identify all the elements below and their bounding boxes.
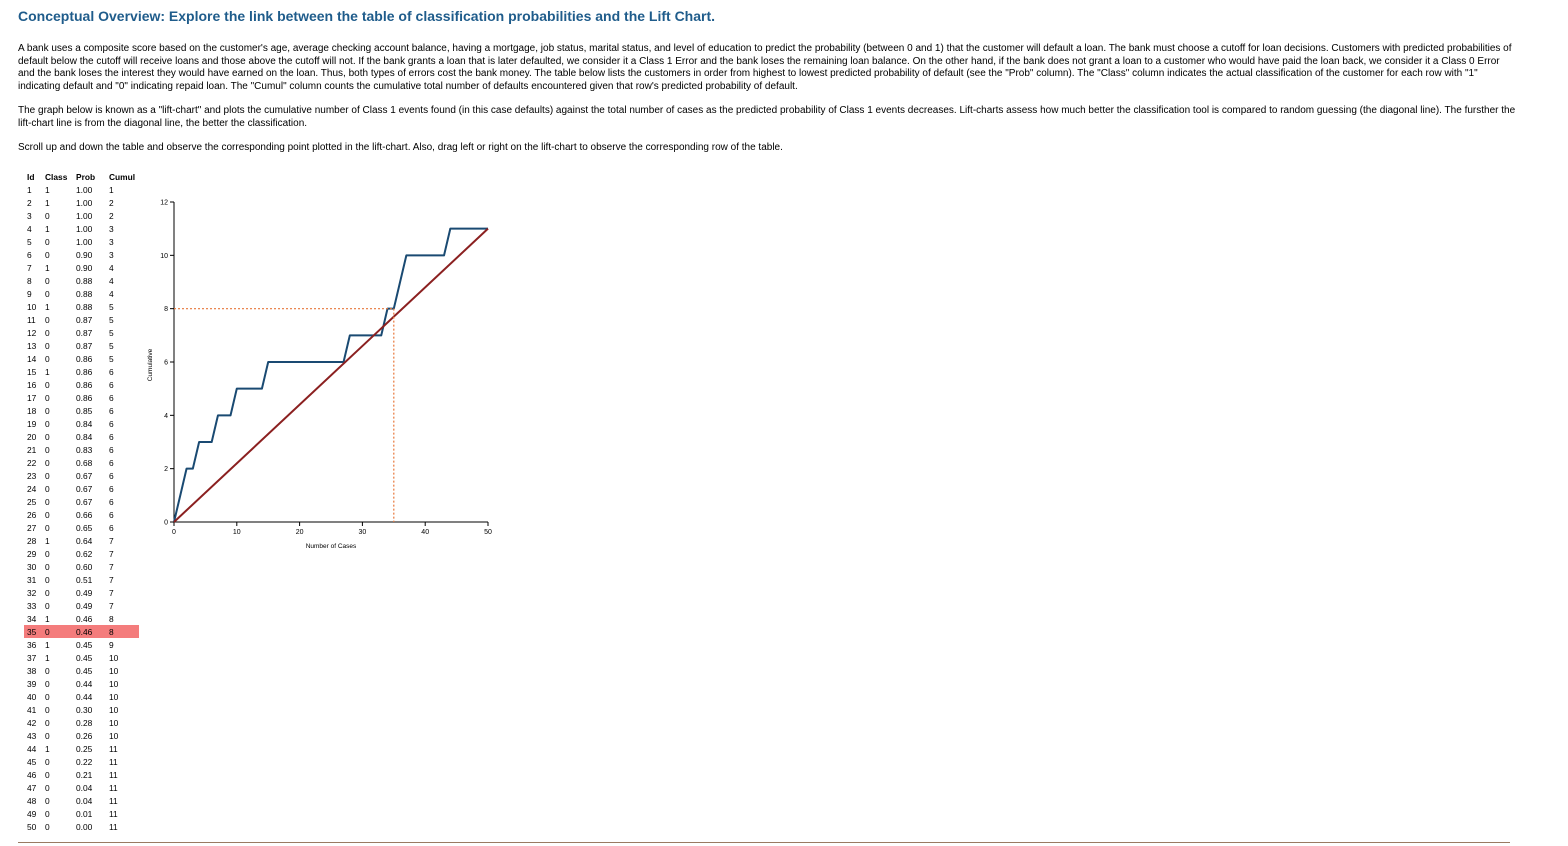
cell-prob: 0.44 [76, 678, 93, 689]
table-row[interactable] [24, 326, 139, 339]
y-tick-label: 12 [160, 199, 168, 207]
table-row[interactable] [24, 547, 139, 560]
cell-cumul: 8 [109, 613, 114, 624]
cell-class: 1 [45, 223, 50, 234]
cell-prob: 0.65 [76, 522, 93, 533]
cell-cumul: 6 [109, 405, 114, 416]
cell-class: 0 [45, 730, 50, 741]
cell-prob: 0.88 [76, 301, 93, 312]
cell-class: 0 [45, 769, 50, 780]
cell-id: 29 [27, 548, 37, 559]
cell-id: 17 [27, 392, 37, 403]
cell-id: 6 [27, 249, 32, 260]
cell-id: 18 [27, 405, 37, 416]
y-tick-label: 10 [160, 252, 168, 260]
table-row[interactable] [24, 651, 139, 664]
cell-cumul: 11 [109, 782, 118, 793]
cell-prob: 0.90 [76, 249, 93, 260]
bottom-divider [18, 842, 1510, 843]
cell-class: 0 [45, 691, 50, 702]
cell-class: 0 [45, 275, 50, 286]
cell-id: 13 [27, 340, 37, 351]
cell-id: 43 [27, 730, 37, 741]
table-row[interactable] [24, 586, 139, 599]
cell-class: 0 [42, 625, 73, 638]
column-header-cumul: Cumul [109, 171, 136, 182]
cell-cumul: 2 [109, 210, 114, 221]
cell-id: 50 [27, 821, 37, 832]
cell-class: 0 [45, 704, 50, 715]
cell-class: 0 [45, 340, 50, 351]
cell-prob: 0.51 [76, 574, 93, 585]
cell-class: 0 [45, 821, 50, 832]
cell-id: 47 [27, 782, 37, 793]
cell-cumul: 4 [109, 275, 114, 286]
x-tick-label: 40 [421, 529, 430, 536]
cell-cumul: 10 [109, 717, 119, 728]
cell-prob: 0.66 [76, 509, 93, 520]
table-body[interactable] [24, 183, 139, 833]
table-row[interactable] [24, 690, 139, 703]
table-row[interactable] [24, 404, 139, 417]
cell-cumul: 3 [109, 249, 114, 260]
cell-prob: 0.87 [76, 327, 93, 338]
table-row[interactable] [24, 573, 139, 586]
column-header-class: Class [45, 171, 68, 182]
cell-prob: 0.04 [76, 782, 93, 793]
cell-id: 44 [27, 743, 37, 754]
cell-class: 1 [45, 639, 50, 650]
cell-class: 0 [45, 665, 50, 676]
cell-cumul: 5 [109, 327, 114, 338]
cell-class: 0 [45, 210, 50, 221]
table-row[interactable] [24, 755, 139, 768]
cell-cumul: 7 [109, 574, 114, 585]
cell-id: 23 [27, 470, 37, 481]
cell-class: 0 [45, 405, 50, 416]
x-axis-label: Number of Cases [305, 543, 357, 550]
cell-prob: 0.01 [76, 808, 93, 819]
cell-prob: 0.45 [76, 652, 93, 663]
x-tick-label: 10 [232, 529, 241, 536]
cell-id: 42 [27, 717, 37, 728]
cell-id: 33 [27, 600, 37, 611]
cell-id: 22 [27, 457, 37, 468]
cell-class: 0 [45, 314, 50, 325]
table-row[interactable] [24, 508, 139, 521]
y-tick-label: 2 [164, 466, 168, 474]
table-row[interactable] [24, 807, 139, 820]
cell-prob: 0.60 [76, 561, 93, 572]
cell-prob: 0.86 [76, 366, 93, 377]
cell-id: 11 [27, 314, 36, 325]
cell-class: 0 [45, 392, 50, 403]
cell-id: 10 [27, 301, 37, 312]
cell-class: 0 [45, 548, 50, 559]
cell-cumul: 6 [109, 392, 114, 403]
cell-class: 1 [45, 535, 50, 546]
cell-cumul: 10 [109, 665, 119, 676]
cell-cumul: 6 [109, 509, 114, 520]
cell-cumul: 4 [109, 262, 114, 273]
cell-prob: 0.86 [76, 353, 93, 364]
cell-cumul: 7 [109, 600, 114, 611]
cell-prob: 0.64 [76, 535, 93, 546]
table-row[interactable] [24, 469, 139, 482]
cell-cumul: 7 [109, 587, 114, 598]
table-row[interactable] [24, 391, 139, 404]
table-row[interactable] [24, 430, 139, 443]
table-row[interactable] [24, 677, 139, 690]
table-row[interactable] [24, 794, 139, 807]
cell-cumul: 6 [109, 418, 114, 429]
column-header-prob: Prob [76, 171, 96, 182]
cell-cumul: 1 [109, 184, 114, 195]
cell-cumul: 3 [109, 223, 114, 234]
cell-id: 8 [27, 275, 32, 286]
x-tick-label: 30 [358, 529, 367, 536]
cell-prob: 0.21 [76, 769, 93, 780]
cell-prob: 0.87 [76, 340, 93, 351]
cell-class: 0 [45, 574, 50, 585]
table-row[interactable] [24, 521, 139, 534]
table-row[interactable] [24, 664, 139, 677]
y-tick-label: 4 [164, 412, 168, 420]
table-row[interactable] [24, 716, 139, 729]
table-row[interactable] [24, 820, 139, 833]
cell-id: 4 [27, 223, 32, 234]
intro-paragraph-1: A bank uses a composite score based on the customer's age, average checking account balance, having a mortgage, job status, marital status, and level of education to predict the probability (between 0 and 1) that the customer will default a loan. The bank must choose a cutoff for loan decisions. Customers with predicted probabilities of default below the cutoff will receive loans and those above the cutoff will not. If the bank grants a loan that is later defaulted, we consider it a Class 1 Error and the bank loses the remaining loan balance. On the other hand, if the bank does not grant a loan to a customer who would have paid the loan back, we consider it a Class 0 Error and the bank loses the interest they would have earned on the loan. Thus, both types of errors cost the bank money. The table below lists the customers in order from highest to lowest predicted probability of default (see the "Prob" column). The "Class" column indicates the actual classification of the customer for each row with "1" indicating default and "0" indicating repaid loan. The "Cumul" column counts the cumulative total number of defaults encountered given that row's predicted probability of default. [18, 43, 1512, 92]
cell-cumul: 6 [109, 483, 114, 494]
table-row[interactable] [24, 365, 139, 378]
cell-cumul: 11 [109, 756, 118, 767]
x-tick-label: 50 [484, 529, 492, 536]
cell-id: 45 [27, 756, 37, 767]
cell-id: 31 [27, 574, 37, 585]
cell-class: 0 [45, 431, 50, 442]
table-row[interactable] [24, 625, 139, 638]
y-tick-label: 6 [164, 359, 168, 367]
table-row[interactable] [24, 495, 139, 508]
cell-id: 41 [27, 704, 37, 715]
cell-prob: 0.83 [76, 444, 93, 455]
cell-class: 0 [45, 522, 50, 533]
table-row[interactable] [24, 443, 139, 456]
cell-cumul: 11 [109, 821, 118, 832]
cell-class: 0 [45, 470, 50, 481]
intro-paragraph-3: Scroll up and down the table and observe the corresponding point plotted in the lift-chart. Also, drag left or right on the lift-chart to observe the corresponding row of the table. [18, 142, 783, 153]
cell-cumul: 10 [109, 691, 119, 702]
cell-prob: 0.88 [76, 288, 93, 299]
table-row[interactable] [24, 534, 139, 547]
y-tick-label: 0 [164, 519, 168, 527]
cell-class: 1 [45, 197, 50, 208]
cell-id: 19 [27, 418, 37, 429]
cell-cumul: 9 [109, 639, 114, 650]
table-row[interactable] [24, 456, 139, 469]
cell-prob: 0.86 [76, 392, 93, 403]
table-row[interactable] [24, 196, 139, 209]
table-row[interactable] [24, 300, 139, 313]
cell-id: 28 [27, 535, 37, 546]
cell-prob: 0.90 [76, 262, 93, 273]
cell-cumul: 3 [109, 236, 114, 247]
table-row[interactable] [24, 274, 139, 287]
x-tick-label: 20 [295, 529, 304, 536]
cell-cumul: 7 [109, 561, 114, 572]
cell-cumul: 5 [109, 301, 114, 312]
cell-prob: 0.25 [76, 743, 93, 754]
table-row[interactable] [24, 742, 139, 755]
cell-cumul: 7 [109, 548, 114, 559]
cell-class: 1 [45, 262, 50, 273]
table-row[interactable] [24, 352, 139, 365]
cell-prob: 0.00 [76, 821, 93, 832]
cell-cumul: 10 [109, 652, 119, 663]
cell-prob: 1.00 [76, 236, 93, 247]
cell-prob: 0.84 [76, 418, 93, 429]
cell-class: 0 [45, 561, 50, 572]
table-row[interactable] [24, 781, 139, 794]
cell-cumul: 6 [109, 522, 114, 533]
cell-cumul: 11 [109, 743, 118, 754]
cell-id: 5 [27, 236, 32, 247]
cell-class: 1 [45, 743, 50, 754]
cell-id: 14 [27, 353, 37, 364]
cell-prob: 0.22 [76, 756, 93, 767]
table-row[interactable] [24, 287, 139, 300]
table-row[interactable] [24, 261, 139, 274]
cell-cumul: 10 [109, 704, 119, 715]
cell-id: 3 [27, 210, 32, 221]
cell-prob: 0.45 [76, 639, 93, 650]
cell-id: 34 [27, 613, 37, 624]
cell-class: 0 [45, 496, 50, 507]
cell-prob: 0.46 [73, 625, 106, 638]
cell-class: 0 [45, 457, 50, 468]
cell-id: 1 [27, 184, 32, 195]
cell-class: 1 [45, 184, 50, 195]
cell-cumul: 6 [109, 496, 114, 507]
cell-id: 9 [27, 288, 32, 299]
cell-id: 15 [27, 366, 37, 377]
cell-prob: 0.84 [76, 431, 93, 442]
table-row[interactable] [24, 378, 139, 391]
random-diagonal-line [174, 229, 488, 522]
cell-class: 0 [45, 717, 50, 728]
cell-id: 21 [27, 444, 37, 455]
cell-id: 36 [27, 639, 37, 650]
cell-id: 37 [27, 652, 37, 663]
cell-prob: 0.49 [76, 600, 93, 611]
cell-class: 0 [45, 587, 50, 598]
table-row[interactable] [24, 339, 139, 352]
cell-id: 7 [27, 262, 32, 273]
cell-class: 1 [45, 366, 50, 377]
y-tick-label: 8 [164, 306, 168, 314]
cell-prob: 0.62 [76, 548, 93, 559]
x-axis [172, 522, 492, 536]
column-header-id: Id [27, 171, 35, 182]
cell-prob: 0.67 [76, 470, 93, 481]
table-row[interactable] [24, 599, 139, 612]
cell-prob: 0.67 [76, 496, 93, 507]
cell-prob: 0.86 [76, 379, 93, 390]
cell-id: 39 [27, 678, 37, 689]
cell-cumul: 10 [109, 730, 119, 741]
cell-id: 16 [27, 379, 37, 390]
table-row[interactable] [24, 313, 139, 326]
cell-id: 46 [27, 769, 37, 780]
cell-class: 0 [45, 249, 50, 260]
cell-cumul: 5 [109, 340, 114, 351]
cell-class: 0 [45, 808, 50, 819]
cell-cumul: 2 [109, 197, 114, 208]
cell-prob: 0.30 [76, 704, 93, 715]
cell-id: 48 [27, 795, 37, 806]
cell-prob: 0.88 [76, 275, 93, 286]
table-row[interactable] [24, 235, 139, 248]
cell-id: 25 [27, 496, 37, 507]
page-title: Conceptual Overview: Explore the link between the table of classification probabilities and the Lift Chart. [18, 8, 716, 24]
cell-id: 12 [27, 327, 37, 338]
cell-class: 0 [45, 756, 50, 767]
cell-cumul: 6 [109, 431, 114, 442]
cell-class: 0 [45, 483, 50, 494]
cell-id: 24 [27, 483, 37, 494]
cell-cumul: 4 [109, 288, 114, 299]
cell-cumul: 11 [109, 808, 118, 819]
cell-cumul: 6 [109, 470, 114, 481]
cell-class: 0 [45, 353, 50, 364]
cell-prob: 0.45 [76, 665, 93, 676]
cell-class: 0 [45, 600, 50, 611]
cell-cumul: 11 [109, 769, 118, 780]
cell-prob: 0.28 [76, 717, 93, 728]
cell-id: 27 [27, 522, 37, 533]
cell-prob: 0.87 [76, 314, 93, 325]
table-row[interactable] [24, 222, 139, 235]
cell-class: 0 [45, 782, 50, 793]
cell-id: 38 [27, 665, 37, 676]
x-tick-label: 0 [172, 529, 176, 536]
cell-cumul: 8 [106, 625, 139, 638]
table-row[interactable] [24, 638, 139, 651]
table-row[interactable] [24, 729, 139, 742]
cell-prob: 1.00 [76, 223, 93, 234]
cell-cumul: 11 [109, 795, 118, 806]
cell-cumul: 6 [109, 379, 114, 390]
table-header-row [24, 170, 139, 183]
cell-class: 0 [45, 327, 50, 338]
cell-cumul: 6 [109, 444, 114, 455]
cell-prob: 1.00 [76, 210, 93, 221]
intro-paragraph-2: The graph below is known as a "lift-chart" and plots the cumulative number of Class 1 events found (in this case defaults) against the total number of cases as the predicted probability of Class 1 events decreases. Lift-charts assess how much better the classification tool is compared to random guessing (the diagonal line). The fursther the lift-chart line is from the diagonal line, the better the classification. [18, 105, 1516, 129]
cell-class: 0 [45, 678, 50, 689]
cell-prob: 0.04 [76, 795, 93, 806]
cell-class: 0 [45, 418, 50, 429]
cell-prob: 1.00 [76, 184, 93, 195]
cell-prob: 0.67 [76, 483, 93, 494]
cell-class: 0 [45, 288, 50, 299]
probability-table[interactable] [24, 170, 139, 833]
cell-prob: 0.26 [76, 730, 93, 741]
cell-class: 0 [45, 509, 50, 520]
table-row[interactable] [24, 703, 139, 716]
cell-class: 1 [45, 613, 50, 624]
cell-id: 49 [27, 808, 37, 819]
cell-class: 0 [45, 379, 50, 390]
cell-cumul: 5 [109, 353, 114, 364]
cell-id: 35 [24, 625, 42, 638]
series-layer [174, 229, 488, 522]
cell-id: 2 [27, 197, 32, 208]
cell-cumul: 5 [109, 314, 114, 325]
lift-chart[interactable] [140, 190, 510, 560]
table-row[interactable] [24, 768, 139, 781]
cell-class: 1 [45, 301, 50, 312]
cell-id: 32 [27, 587, 37, 598]
cell-id: 26 [27, 509, 37, 520]
cell-class: 0 [45, 236, 50, 247]
table-row[interactable] [24, 209, 139, 222]
y-axis [160, 200, 174, 527]
cell-prob: 0.68 [76, 457, 93, 468]
table-row[interactable] [24, 417, 139, 430]
cell-class: 1 [45, 652, 50, 663]
cell-prob: 0.85 [76, 405, 93, 416]
cell-prob: 0.46 [76, 613, 93, 624]
cell-id: 40 [27, 691, 37, 702]
table-row[interactable] [24, 612, 139, 625]
y-axis-label: Cumulative [147, 348, 154, 382]
cell-cumul: 6 [109, 366, 114, 377]
cell-class: 0 [45, 795, 50, 806]
cell-cumul: 7 [109, 535, 114, 546]
cell-id: 20 [27, 431, 37, 442]
cell-prob: 0.44 [76, 691, 93, 702]
cell-class: 0 [45, 444, 50, 455]
cell-prob: 0.49 [76, 587, 93, 598]
table-row[interactable] [24, 560, 139, 573]
table-row[interactable] [24, 183, 139, 196]
cell-cumul: 10 [109, 678, 119, 689]
table-row[interactable] [24, 248, 139, 261]
cell-prob: 1.00 [76, 197, 93, 208]
table-row[interactable] [24, 482, 139, 495]
cell-id: 30 [27, 561, 37, 572]
cell-cumul: 6 [109, 457, 114, 468]
